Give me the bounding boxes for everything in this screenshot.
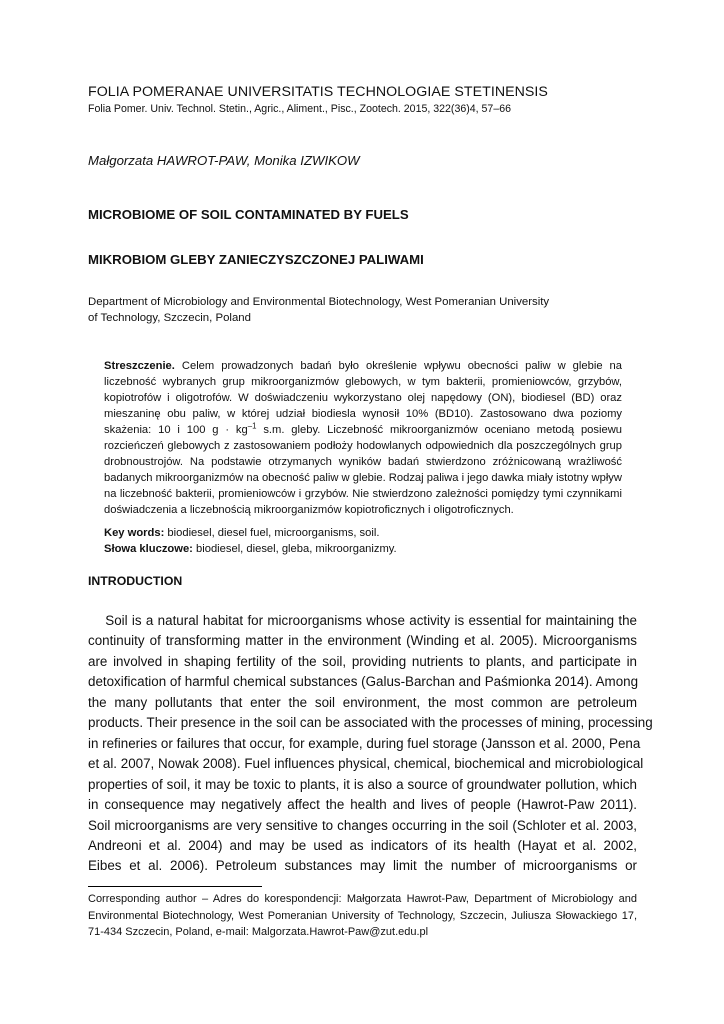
section-heading-introduction: INTRODUCTION [88, 574, 183, 588]
body-line: Eibes et al. 2006). Petroleum substances may limit the number of microorganisms or [88, 858, 637, 874]
journal-citation: Folia Pomer. Univ. Technol. Stetin., Agric., Aliment., Pisc., Zootech. 2015, 322(36)4, 57–66 [88, 103, 511, 115]
journal-title: FOLIA POMERANAE UNIVERSITATIS TECHNOLOGIAE STETINENSIS [88, 84, 548, 100]
abstract-text-part-2: s.m. gleby. Liczebność mikroorganizmów oceniano metodą posiewu rozcieńczeń glebowych z zastosowaniem podłoży hodowlanych odpowiednich dla poszczególnych grup drobnoustrojów. Na podstawie otrzymanych wyników badań stwierdzono zróżnicowaną wrażliwość badanych mikroorganizmów na obecność paliw w glebie. Rodzaj paliwa i jego dawka miały istotny wpływ na liczebność bakterii, promieniowców i grzybów. Nie stwierdzono zależności pomiędzy tymi czynnikami doświadczenia a liczebnością mikroorganizmów kopiotroficznych i oligotroficznych. [104, 424, 622, 516]
body-line: are involved in shaping fertility of the soil, providing nutrients to plants, and participate in [88, 653, 637, 669]
body-line: products. Their presence in the soil can be associated with the processes of mining, processing [88, 715, 653, 731]
body-line: detoxification of harmful chemical substances (Galus-Barchan and Paśmionka 2014). Among [88, 674, 639, 690]
body-line: in consequence may negatively affect the health and lives of people (Hawrot-Paw 2011). [88, 797, 637, 813]
body-line: Andreoni et al. 2004) and may be used as indicators of its health (Hayat et al. 2002, [88, 837, 637, 853]
paper-title-english: MICROBIOME OF SOIL CONTAMINATED BY FUELS [88, 207, 409, 222]
abstract-superscript: –1 [247, 421, 257, 431]
body-line: the many pollutants that enter the soil environment, the most common are petroleum [88, 694, 637, 710]
body-line: et al. 2007, Nowak 2008). Fuel influences physical, chemical, biochemical and microbiological [88, 756, 644, 772]
body-line: properties of soil, it may be toxic to plants, it is also a source of groundwater pollution, which [88, 776, 637, 792]
paper-title-polish: MIKROBIOM GLEBY ZANIECZYSZCZONEJ PALIWAMI [88, 252, 424, 267]
footnote-divider [88, 886, 262, 887]
body-line: continuity of transforming matter in the environment (Winding et al. 2005). Microorganisms [88, 633, 637, 649]
abstract [104, 358, 622, 518]
keywords-english-label: Key words: [104, 527, 165, 539]
keywords-block [104, 525, 624, 557]
keywords-english-text: biodiesel, diesel fuel, microorganisms, soil. [164, 527, 380, 539]
keywords-polish [104, 541, 624, 557]
affiliation-line-2: of Technology, Szczecin, Poland [88, 312, 251, 324]
keywords-english [104, 525, 624, 541]
authors: Małgorzata HAWROT-PAW, Monika IZWIKOW [88, 153, 360, 168]
affiliation [88, 294, 608, 326]
body-line: Soil microorganisms are very sensitive to changes occurring in the soil (Schloter et al. 2003, [88, 817, 637, 833]
introduction-body [88, 611, 653, 877]
body-line: Soil is a natural habitat for microorganisms whose activity is essential for maintaining the [88, 613, 637, 628]
abstract-text-part-1: Celem prowadzonych badań było określenie wpływu obecności paliw w glebie na liczebność wybranych grup mikroorganizmów glebowych, w tym bakterii, promieniowców, grzybów, kopiotrofów i oligotrofów. W doświadczeniu wykorzystano olej napędowy (ON), biodiesel (BD) oraz mieszaninę obu paliw, w której udział biodiesla wynosił 10% (BD10). Zastosowano dwa poziomy skażenia: 10 i 100 g · kg [104, 360, 622, 436]
body-line: in refineries or failures that occur, for example, during fuel storage (Jansson et al. 2000, Pena [88, 735, 641, 751]
keywords-polish-text: biodiesel, diesel, gleba, mikroorganizmy. [192, 543, 397, 555]
keywords-polish-label: Słowa kluczowe: [104, 543, 193, 555]
footnote-corresponding-author: Corresponding author – Adres do korespondencji: Małgorzata Hawrot-Paw, Department of Microbiology and Environmental Biotechnology, West Pomeranian University of Technology, Szczecin, Juliusza Słowackiego 17, 71-434 Szczecin, Poland, e-mail: Malgorzata.Hawrot-Paw@zut.edu.pl [88, 893, 637, 938]
abstract-label: Streszczenie. [104, 360, 175, 372]
affiliation-line-1: Department of Microbiology and Environmental Biotechnology, West Pomeranian University [88, 296, 550, 308]
